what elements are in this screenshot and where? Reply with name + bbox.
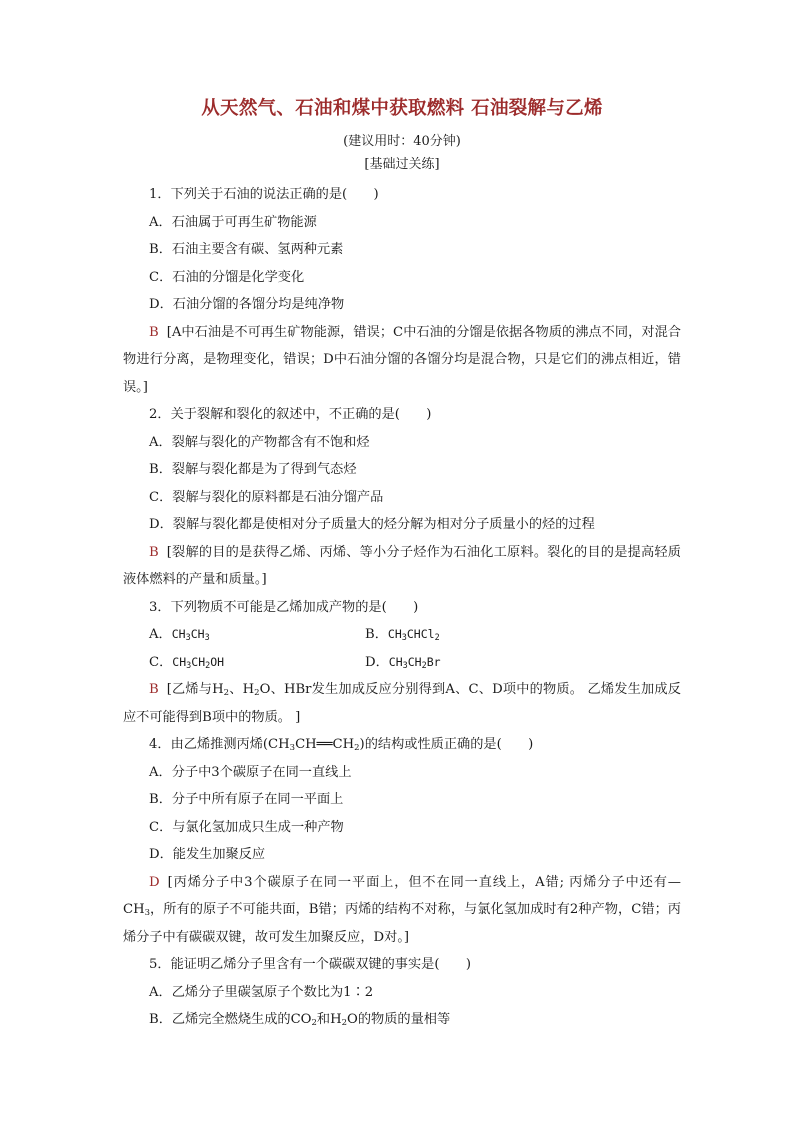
option-d: D．石油分馏的各馏分均是纯净物 [149,297,345,312]
question-stem: 4．由乙烯推测丙烯$(CH_3CH══CH_2)$的结构或性质正确的是( ) [149,737,534,753]
answer-explanation [123,319,681,402]
formula: $CH_3CH_2Br$ [388,654,441,671]
option-b: B．裂解与裂化都是为了得到气态烃 [149,462,357,477]
question-stem: 3．下列物质不可能是乙烯加成产物的是( ) [149,599,419,615]
options-row-cd [123,649,681,677]
option-d: D．裂解与裂化都是使相对分子质量大的烃分解为相对分子质量小的烃的过程 [149,517,595,532]
option-label: B． [365,627,388,642]
document-content [123,97,681,1034]
answer-explanation: D [丙烯分子中3个碳原子在同一平面上，但不在同一直线上，A错; 丙烯分子中还有$—CH_3$，所有的原子不可能共面，B错；丙烯的结构不对称，与氯化氢加成时有2种产物，C错；丙烯分子中有碳碳双键，故可发生加聚反应，D对。] [123,874,681,945]
option-label: D． [365,654,389,670]
option-b: B．石油主要含有碳、氢两种元素 [149,242,344,257]
option-a: A．分子中3个碳原子在同一直线上 [149,764,352,780]
question-1 [123,181,681,401]
question-stem: 1．下列关于石油的说法正确的是( ) [149,187,379,202]
answer-letter: B [149,682,159,697]
option-b [365,621,581,649]
question-stem: 5．能证明乙烯分子里含有一个碳碳双键的事实是( ) [149,957,471,972]
question-stem: 2．关于裂解和裂化的叙述中，不正确的是( ) [149,407,432,422]
option-c: C．裂解与裂化的原料都是石油分馏产品 [149,489,384,505]
formula: $CH_3CHCl_2$ [387,627,440,643]
option-label: C． [149,654,173,670]
section-heading: [基础过关练] [364,157,440,172]
question-4 [123,731,681,951]
option-a: A．裂解与裂化的产物都含有不饱和烃 [149,434,370,450]
answer-explanation: B [乙烯与$H_2$、$H_2O$、HBr发生加成反应分别得到A、C、D项中的物质。 乙烯发生加成反应不可能得到B项中的物质。 ] [123,682,681,725]
option-a: A．乙烯分子里碳氢原子个数比为1∶2 [149,984,374,1000]
page-title: 从天然气、石油和煤中获取燃料 石油裂解与乙烯 [201,98,603,119]
options-row-ab [123,621,681,649]
option-c: C．与氯化氢加成只生成一种产物 [149,819,344,835]
answer-letter: D [149,874,160,890]
explanation-text: [A中石油是不可再生矿物能源，错误；C中石油的分馏是依据各物质的沸点不同，对混合物进行分离，是物理变化，错误；D中石油分馏的各馏分均是混合物，只是它们的沸点相近，错误。] [123,324,681,395]
option-a [149,621,365,649]
question-3 [123,594,681,732]
answer-letter: B [149,324,159,340]
option-c: C．石油的分馏是化学变化 [149,269,305,285]
formula: $CH_3CH_3$ [171,627,210,643]
answer-explanation [123,539,681,594]
question-5 [123,951,681,1034]
question-2 [123,401,681,594]
option-d: D．能发生加聚反应 [149,847,266,862]
option-b: B．分子中所有原子在同一平面上 [149,792,344,807]
option-c [149,649,365,677]
option-a: A．石油属于可再生矿物能源 [149,214,317,230]
option-label: A． [149,627,172,642]
option-b: B．乙烯完全燃烧生成的$CO_2$和$H_2O$的物质的量相等 [149,1012,451,1028]
formula: $CH_3CH_2OH$ [172,654,225,671]
suggested-time: (建议用时：40分钟) [343,134,461,149]
option-d [365,649,581,677]
answer-letter: B [149,544,159,560]
explanation-text: [裂解的目的是获得乙烯、丙烯、等小分子烃作为石油化工原料。裂化的目的是提高轻质液体燃料的产量和质量。] [123,544,681,587]
